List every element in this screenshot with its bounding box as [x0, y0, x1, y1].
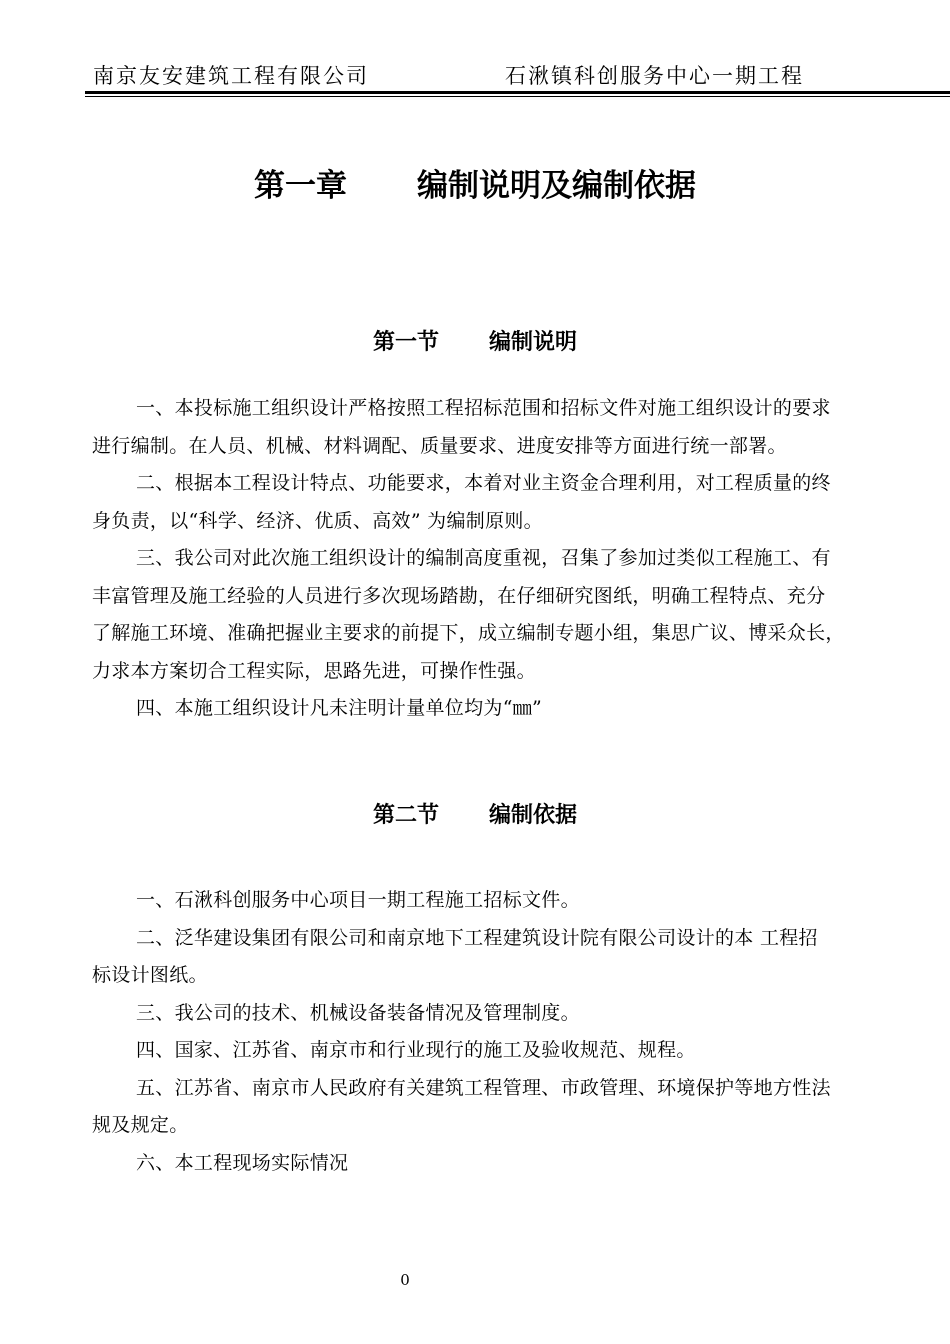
page-header	[85, 58, 950, 92]
chapter-number: 第一章	[254, 168, 347, 204]
paragraph-line: 一、本投标施工组织设计严格按照工程招标范围和招标文件对施工组织设计的要求	[136, 397, 831, 419]
chapter-title	[0, 160, 950, 205]
paragraph-line: 二、根据本工程设计特点、功能要求，本着对业主资金合理利用，对工程质量的终	[136, 472, 831, 494]
section-1-name: 编制说明	[489, 330, 578, 355]
header-rule-thick	[85, 91, 950, 94]
paragraph-line: 五、江苏省、南京市人民政府有关建筑工程管理、市政管理、环境保护等地方性法	[136, 1076, 831, 1099]
paragraph-line: 丰富管理及施工经验的人员进行多次现场踏勘，在仔细研究图纸，明确工程特点、充分	[92, 584, 826, 607]
header-rule-thin	[85, 96, 950, 97]
paragraph-line: 了解施工环境、准确把握业主要求的前提下，成立编制专题小组，集思广议、博采众长，	[92, 622, 845, 644]
paragraph-line: 身负责，以“科学、经济、优质、高效” 为编制原则。	[92, 509, 543, 532]
section-2-number: 第二节	[372, 803, 439, 828]
paragraph-line: 一、石湫科创服务中心项目一期工程施工招标文件。	[136, 889, 580, 911]
paragraph-line: 三、我公司对此次施工组织设计的编制高度重视，召集了参加过类似工程施工、有	[136, 547, 831, 569]
section-2-name: 编制依据	[489, 803, 578, 828]
section-1-body	[92, 390, 942, 728]
section-2-title	[0, 798, 950, 829]
paragraph-line: 六、本工程现场实际情况	[136, 1151, 349, 1174]
paragraph-line: 进行编制。在人员、机械、材料调配、质量要求、进度安排等方面进行统一部署。	[92, 434, 787, 457]
header-company: 南京友安建筑工程有限公司	[93, 64, 369, 88]
page-number: 0	[400, 1271, 410, 1289]
section-1-number: 第一节	[372, 330, 439, 355]
paragraph-line: 规及规定。	[92, 1114, 189, 1136]
paragraph-line: 二、泛华建设集团有限公司和南京地下工程建筑设计院有限公司设计的本 工程招	[136, 926, 818, 949]
paragraph-line: 四、本施工组织设计凡未注明计量单位均为“㎜”	[136, 697, 543, 719]
paragraph-line: 四、国家、江苏省、南京市和行业现行的施工及验收规范、规程。	[136, 1039, 696, 1061]
section-2-body	[92, 882, 942, 1182]
paragraph-line: 力求本方案切合工程实际，思路先进，可操作性强。	[92, 659, 536, 682]
paragraph-line: 标设计图纸。	[92, 964, 208, 986]
chapter-name: 编制说明及编制依据	[417, 168, 696, 204]
section-1-title	[0, 325, 950, 356]
paragraph-line: 三、我公司的技术、机械设备装备情况及管理制度。	[136, 1001, 580, 1024]
header-project: 石湫镇科创服务中心一期工程	[505, 64, 804, 88]
